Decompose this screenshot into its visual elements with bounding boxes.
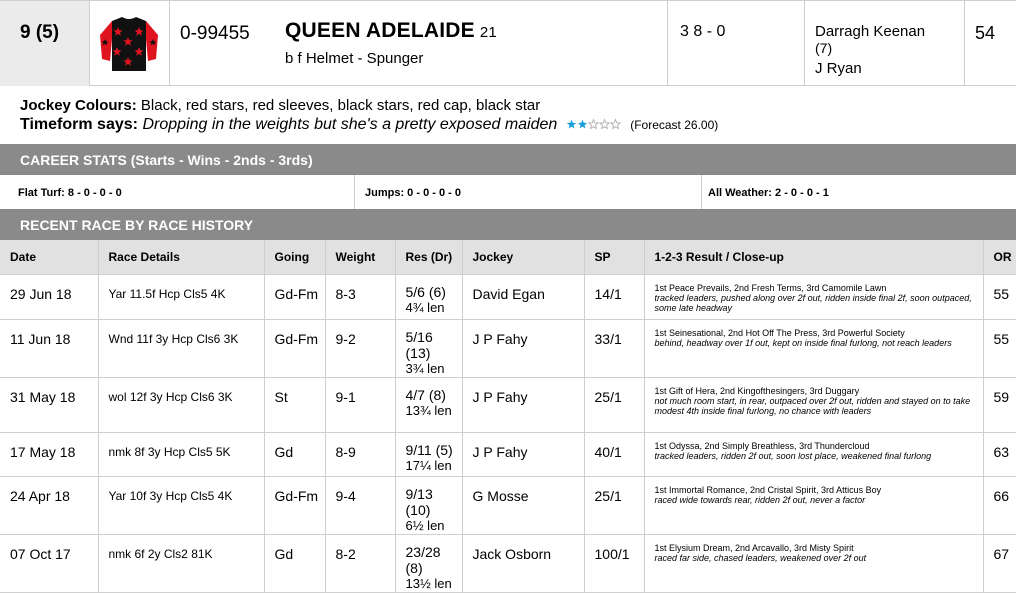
row-position: 9/11 (5) (405, 441, 453, 458)
horse-name[interactable]: QUEEN ADELAIDE (285, 19, 475, 42)
row-result (395, 377, 462, 432)
row-or: 66 (983, 476, 1016, 534)
row-going: Gd-Fm (264, 476, 325, 534)
empty-star-icon (588, 120, 598, 129)
col-race-details[interactable]: Race Details (98, 240, 264, 274)
row-comment: not much room start, in rear, outpaced over 2f out, ridden and stayed on to take modest 4th inside final furlong, no chance with leaders (654, 395, 971, 416)
filled-star-icon (577, 120, 587, 129)
table-row (0, 432, 1016, 476)
record-cell (668, 1, 805, 86)
row-distance: 17¼ len (405, 457, 452, 473)
star-rating-icon (566, 119, 622, 130)
col-jockey[interactable]: Jockey (462, 240, 584, 274)
row-weight: 9-1 (325, 377, 395, 432)
jockey-colours-label: Jockey Colours: (20, 97, 137, 114)
form-figures: 0-99455 (180, 23, 250, 44)
row-distance: 13¾ len (405, 402, 452, 418)
row-distance: 3¾ len (405, 360, 445, 376)
career-flat-turf: Flat Turf: 8 - 0 - 0 - 0 (0, 175, 355, 209)
career-all-weather: All Weather: 2 - 0 - 0 - 1 (708, 187, 829, 199)
row-going: Gd-Fm (264, 274, 325, 319)
race-history-header: RECENT RACE BY RACE HISTORY (0, 209, 1016, 240)
row-or: 59 (983, 377, 1016, 432)
row-close-up (644, 534, 983, 592)
jockey-silks-icon (98, 13, 160, 73)
rating-cell (965, 1, 1016, 86)
trainer-name[interactable]: J Ryan (815, 60, 862, 77)
row-weight: 9-4 (325, 476, 395, 534)
row-race-details[interactable]: Yar 10f 3y Hcp Cls5 4K (98, 476, 264, 534)
row-date: 29 Jun 18 (0, 274, 98, 319)
table-row (0, 476, 1016, 534)
col-close-up[interactable]: 1-2-3 Result / Close-up (644, 240, 983, 274)
timeform-label: Timeform says: (20, 116, 138, 133)
row-result (395, 476, 462, 534)
row-result (395, 319, 462, 377)
row-comment: tracked leaders, ridden 2f out, soon lost place, weakened final furlong (654, 450, 932, 461)
row-jockey[interactable]: David Egan (462, 274, 584, 319)
row-comment: raced far side, chased leaders, weakened over 2f out (654, 552, 867, 563)
row-jockey[interactable]: J P Fahy (462, 377, 584, 432)
row-jockey[interactable]: J P Fahy (462, 319, 584, 377)
row-date: 07 Oct 17 (0, 534, 98, 592)
empty-star-icon (599, 120, 609, 129)
row-sp: 40/1 (584, 432, 644, 476)
row-going: St (264, 377, 325, 432)
row-jockey[interactable]: G Mosse (462, 476, 584, 534)
filled-star-icon (566, 120, 576, 129)
row-placings: 1st Seinesational, 2nd Hot Off The Press, 3rd Powerful Society (654, 327, 905, 338)
row-comment: raced wide towards rear, ridden 2f out, never a factor (654, 494, 866, 505)
horse-breeding: b f Helmet - Spunger (285, 50, 424, 67)
row-date: 17 May 18 (0, 432, 98, 476)
jockey-colours (20, 97, 540, 114)
row-result (395, 432, 462, 476)
row-going: Gd (264, 432, 325, 476)
col-weight[interactable]: Weight (325, 240, 395, 274)
row-or: 55 (983, 319, 1016, 377)
row-or: 67 (983, 534, 1016, 592)
row-sp: 25/1 (584, 377, 644, 432)
row-distance: 13½ len (405, 575, 452, 591)
row-placings: 1st Elysium Dream, 2nd Arcavallo, 3rd Misty Spirit (654, 542, 854, 553)
row-or: 55 (983, 274, 1016, 319)
row-date: 11 Jun 18 (0, 319, 98, 377)
row-or: 63 (983, 432, 1016, 476)
row-race-details[interactable]: Yar 11.5f Hcp Cls5 4K (98, 274, 264, 319)
row-position: 5/6 (6) (405, 283, 446, 300)
row-placings: 1st Peace Prevails, 2nd Fresh Terms, 3rd Camomile Lawn (654, 282, 887, 293)
row-going: Gd-Fm (264, 319, 325, 377)
runner-record: 3 8 - 0 (680, 23, 726, 40)
row-sp: 100/1 (584, 534, 644, 592)
form-cell (170, 1, 270, 86)
row-jockey[interactable]: Jack Osborn (462, 534, 584, 592)
row-close-up (644, 319, 983, 377)
row-weight: 8-9 (325, 432, 395, 476)
row-jockey[interactable]: J P Fahy (462, 432, 584, 476)
timeform-text: Dropping in the weights but she's a pretty exposed maiden (142, 116, 558, 133)
row-result (395, 274, 462, 319)
row-sp: 14/1 (584, 274, 644, 319)
row-date: 24 Apr 18 (0, 476, 98, 534)
jockey-colours-text: Black, red stars, red sleeves, black stars, red cap, black star (136, 97, 541, 114)
table-row (0, 377, 1016, 432)
career-stats (0, 175, 1016, 209)
col-going[interactable]: Going (264, 240, 325, 274)
row-position: 4/7 (8) (405, 386, 446, 403)
col-result[interactable]: Res (Dr) (395, 240, 462, 274)
col-or[interactable]: OR (983, 240, 1016, 274)
row-distance: 6½ len (405, 517, 445, 533)
row-race-details[interactable]: Wnd 11f 3y Hcp Cls6 3K (98, 319, 264, 377)
row-close-up (644, 274, 983, 319)
empty-star-icon (610, 120, 620, 129)
horse-name-line (285, 19, 497, 43)
table-row (0, 319, 1016, 377)
silk-cell (90, 1, 170, 86)
row-close-up (644, 476, 983, 534)
runner-header (0, 0, 1016, 86)
row-position: 5/16 (13) (405, 328, 433, 361)
row-close-up (644, 432, 983, 476)
row-placings: 1st Gift of Hera, 2nd Kingofthesingers, 3rd Duggary (654, 385, 860, 396)
table-header-row (0, 240, 1016, 274)
runner-rating: 54 (975, 23, 996, 43)
row-weight: 8-3 (325, 274, 395, 319)
jockey-name[interactable]: Darragh Keenan (815, 23, 926, 40)
jockey-trainer-cell (805, 1, 965, 86)
row-race-details[interactable]: nmk 6f 2y Cls2 81K (98, 534, 264, 592)
race-history-table (0, 240, 1016, 593)
forecast-odds: (Forecast 26.00) (630, 118, 719, 132)
runner-number: 9 (5) (20, 22, 60, 43)
row-weight: 9-2 (325, 319, 395, 377)
row-race-details[interactable]: nmk 8f 3y Hcp Cls5 5K (98, 432, 264, 476)
career-jumps: Jumps: 0 - 0 - 0 - 0 (355, 175, 702, 209)
row-date: 31 May 18 (0, 377, 98, 432)
row-comment: behind, headway over 1f out, kept on inside final furlong, not reach leaders (654, 337, 952, 348)
row-comment: tracked leaders, pushed along over 2f out, ridden inside final 2f, soon outpaced, some late headway (654, 292, 972, 313)
row-result (395, 534, 462, 592)
col-sp[interactable]: SP (584, 240, 644, 274)
row-sp: 33/1 (584, 319, 644, 377)
row-sp: 25/1 (584, 476, 644, 534)
table-row (0, 534, 1016, 592)
col-date[interactable]: Date (0, 240, 98, 274)
table-row (0, 274, 1016, 319)
career-stats-header: CAREER STATS (Starts - Wins - 2nds - 3rds) (0, 144, 1016, 175)
horse-cell (270, 1, 668, 86)
jockey-claim: (7) (815, 40, 833, 56)
row-placings: 1st Odyssa, 2nd Simply Breathless, 3rd Thundercloud (654, 440, 870, 451)
timeform-star-rating (566, 117, 622, 135)
row-distance: 4¾ len (405, 299, 445, 315)
row-position: 23/28 (8) (405, 543, 441, 576)
horse-age: 21 (479, 24, 497, 41)
runner-number-cell (0, 1, 90, 86)
timeform-verdict (20, 116, 718, 135)
row-weight: 8-2 (325, 534, 395, 592)
row-race-details[interactable]: wol 12f 3y Hcp Cls6 3K (98, 377, 264, 432)
row-close-up (644, 377, 983, 432)
row-placings: 1st Immortal Romance, 2nd Cristal Spirit, 3rd Atticus Boy (654, 484, 882, 495)
row-position: 9/13 (10) (405, 485, 433, 518)
row-going: Gd (264, 534, 325, 592)
